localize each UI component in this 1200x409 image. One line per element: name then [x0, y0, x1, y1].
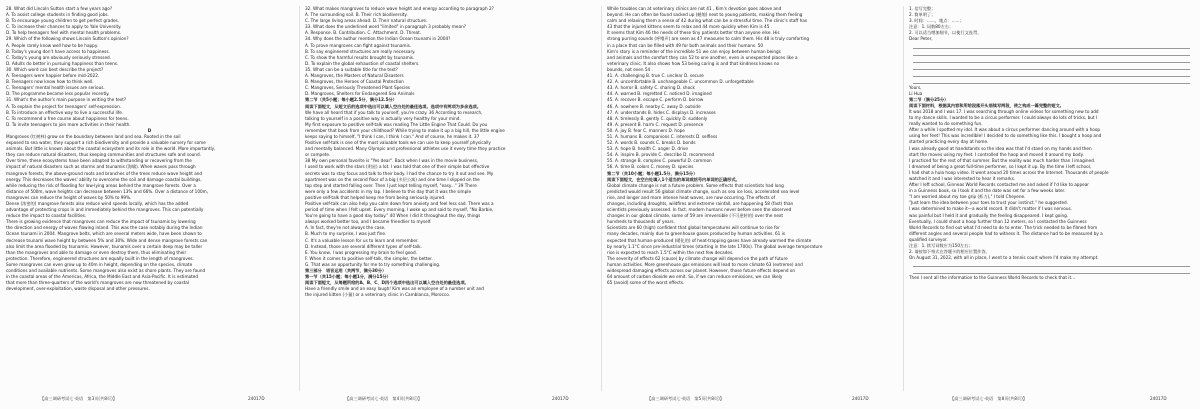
text-line: D: [147, 127, 152, 133]
text-line: rise, and longer and more intense heat waves, are now occurring. The effects of: [607, 194, 776, 200]
text-line: Positive self-talk can also help you calm down from anxiety and feel less sad. There was a: [305, 201, 494, 206]
text-line: The severity of effects 62 (cause) by climate change will depend on the path of future: [607, 255, 788, 261]
text-line: qualified surveyor.: [909, 236, 948, 242]
text-line: D. To explain the global exhaustion of coastal shelters.: [305, 60, 420, 66]
text-line: 注意：1. 词数80左右；: [909, 24, 954, 30]
page-3-column: [6, 6, 293, 391]
text-line: 38 My own personal favorite is "Yes dear". Back when I was in the movie business,: [305, 158, 479, 164]
text-line: A. Response. B. Contribution. C. Attachment. D. Threat.: [305, 30, 422, 36]
text-line: 阅读下面短文，从每题所给的A、B、C、D四个选项中选出可以填入空白处的最佳选项。: [305, 280, 469, 286]
text-line: 第二节（共5小题；每小题2.5分，满分12.5分）: [305, 97, 397, 103]
text-line: World Records to find out what I'd need to do to enter. The trick needed to be filmed from: [909, 224, 1098, 230]
text-line: I practiced for the rest of that summer. But the reality was much harder than I imagined.: [909, 157, 1096, 163]
text-line: Positive self-talk is one of the most valuable tools we can use to keep yourself physically: [305, 140, 491, 146]
text-line: development, over-exploitation, waste disposal and other pressures.: [6, 286, 150, 292]
page-footer: 【高三调研考试七·英语 第3页(共8页)】: [40, 396, 117, 401]
text-line: energy. This decreases the waves' ability to overcome the soil and damage coastal buildings,: [6, 176, 202, 182]
text-line: widespread damaging effects across our planet. However, those future effects depend on: [607, 268, 796, 274]
text-line: 阅读下面短文，从短文后的选项中选出可以填入空白处的最佳选项。选项中有两项为多余选项。: [305, 103, 481, 109]
text-line: expected that human-produced (暖化的) of heat-trapping gases have already warmed the climate: [607, 237, 812, 243]
answer-line: [913, 50, 1190, 56]
text-line: D. To help teenagers feel with mental health problems.: [6, 30, 122, 36]
answer-line: [913, 71, 1190, 77]
text-line: 35. What can be a suitable title for the text?: [305, 66, 398, 72]
text-line: to my dance skills. I wanted to be a circus performer. I could always do lots of tricks, but I: [909, 115, 1098, 121]
text-line: human activities. More greenhouse gas emissions will lead to more climate 63 (extreme) and: [607, 261, 803, 267]
text-line: C. It's a valuable lesson for us to learn and remember.: [305, 237, 419, 243]
column-divider: [903, 6, 904, 391]
text-line: I was already good at handstands so the idea was that I'd stand on my hands and then: [909, 145, 1092, 151]
text-line: D. Adults do better in pursuing happiness than teens.: [6, 60, 119, 66]
text-line: 56. A. time B. colors C. money D. species: [607, 164, 694, 170]
text-line: Have a friendly smile and an easy laugh! Kim was an employee of a number unit and: [305, 286, 484, 292]
text-line: 46. A. nowhere B. nearby C. away D. outside: [607, 103, 701, 109]
text-line: C. The large living areas ahead. D. Their natural structure.: [305, 18, 428, 24]
text-line: impact of natural disasters such as storms and tsunamis (海啸). When waves pass through: [6, 164, 196, 170]
text-line: C. Mangroves, Seriously Threatened Plant Species: [305, 85, 411, 91]
text-line: G. That was an opportunity for me to try something challenging.: [305, 261, 441, 267]
text-line: 32. What makes mangroves to reduce wave height and energy according to paragraph 2?: [305, 6, 494, 11]
text-line: I had shot a hula hoop video. It went around 20 times across the Internet. Thousands of people: [909, 169, 1109, 175]
text-line: C. To increase their chances to apply to Yale University.: [6, 24, 122, 30]
text-line: 31. What's the author's main purpose in writing the text?: [6, 97, 127, 103]
text-line: always worked better too, and I became friendlier to myself.: [305, 219, 432, 225]
text-line: beyond. He can often be found sacked up (蜷缩) next to young patients, making them feeling: [607, 12, 803, 18]
text-line: 52. A. words B. sounds C. breaks D. bonds: [607, 140, 696, 146]
text-line: E. You know, I was progressing my brain to feel good.: [305, 249, 417, 255]
text-line: A. To assist college students in finding good jobs.: [6, 12, 109, 18]
text-line: 47. A. understands B. hides C. displays D. increases: [607, 109, 716, 115]
text-line: Dear Peter,: [909, 36, 933, 42]
text-line: F. When it comes to positive self-talk, the simpler, the better.: [305, 255, 433, 261]
text-line: 65 (avoid) some of the worst effects.: [607, 280, 685, 286]
column-divider: [299, 6, 300, 391]
text-line: mangroves can reduce the height of waves by 50% to 99%.: [6, 194, 132, 200]
text-line: Global climate change is not a future problem. Some effects that scientists had long: [607, 182, 784, 188]
text-line: watched it and I was interested to hear it remarks.: [909, 175, 1016, 181]
text-line: A. Mangroves, the Masters of Natural Disasters: [305, 73, 404, 79]
text-line: 33. What does the underlined word "limited" in paragraph 3 probably mean?: [305, 24, 466, 30]
answer-line: [913, 57, 1190, 63]
text-line: 2. 可以适当增加细节，以使行文连贯。: [909, 30, 982, 36]
text-line: B. To encourage young children to get perfect grades.: [6, 18, 120, 24]
text-line: C. To show the harmful results brought by tsunamis.: [305, 54, 415, 60]
text-line: 1. 信写完整；: [909, 6, 936, 11]
text-line: exposed to sea water, they support a rich biodiversity and provide a valuable nursery for some: [6, 140, 206, 146]
text-line: Eventually, I could shoot a hoop further than 12 meters, so I contacted the Guinness: [909, 218, 1087, 224]
text-line: changes in our global climate, some of 59 are irreversible (不可逆转的) over the next: [607, 213, 784, 219]
text-line: It was 2018 and I was 17. I was searching through online videos for something new to add: [909, 108, 1099, 114]
text-line: was painful but I held it and gradually the feeling disappeared. I kept going.: [909, 212, 1069, 218]
text-line: Dense (浓密的) mangrove forests also reduce wind speeds locally, which has the added: [6, 201, 189, 206]
text-line: "Just learn the idea between your toes to trust your instinct." he suggested.: [909, 200, 1069, 206]
text-line: positive self-talk that helped keep me from being seriously injured.: [305, 194, 446, 200]
text-line: A. The surrounding soil. B. Their rich biodiversity.: [305, 12, 408, 18]
text-line: 第一节（共15小题；每小题1分，满分15分）: [305, 274, 391, 280]
text-line: advantage of protecting crops in and immediately behind the mangroves. This can potentially: [6, 207, 204, 213]
page-8-column: [909, 6, 1194, 391]
text-line: After I left school, Ginneas World Records contacted me and asked if I'd like to appear: [909, 182, 1089, 188]
page-5-column: [607, 6, 897, 391]
text-line: 50. A. joy B. fear C. manners D. hope: [607, 127, 685, 133]
text-line: B. To introduce an effective way to live a successful life.: [6, 109, 124, 115]
text-line: were only a few accidents in my lap. I believe to this day that it was the simple: [305, 188, 472, 194]
text-line: the injured kitten (小猫) or a veterinary clinic in Camblanca, Morocco.: [305, 292, 451, 298]
text-line: hundreds to thousands of years.: [607, 219, 675, 225]
text-line: also limit the area flooded by tsunamis. However, tsunamis over a certain deep may be taller: [6, 243, 203, 249]
text-line: apartment was on the second floor of a big (多层公寓) and one time I slipped on the: [305, 176, 480, 182]
page-4-column: [305, 6, 595, 391]
text-line: secrets was to stay focus and talk to their body. I had the chance to try it out and see. My: [305, 170, 494, 176]
text-line: than the mangroves and able to damage or even destroy them, thus eliminating their: [6, 249, 187, 255]
text-line: I was determined to make it—a world record. It didn't matter if I was nervous.: [909, 206, 1073, 212]
text-line: 43. A. horror B. safety C. sharing D. shock: [607, 85, 695, 91]
text-line: 2. 简单明了；: [909, 12, 936, 18]
answer-line: [913, 268, 1190, 274]
text-line: It seems that Kim 46 the needs of these tiny patients better than anyone else. His: [607, 30, 780, 36]
answer-line: [913, 78, 1190, 84]
text-line: distance of 500m, wave heights can decrease between 13% and 66%. Over a distance of 100m,: [6, 188, 209, 194]
text-line: My first exposure to positive self-talk was reading The Little Engine That Could. Do you: [305, 121, 488, 127]
text-line: B. Teenagers now know how to think well.: [6, 79, 94, 85]
text-line: 2. 请按如下格式在答题卡的相应位置作答。: [909, 249, 990, 255]
text-line: mangrove forests, the above-ground roots and branches of the trees reduce wave height and: [6, 170, 203, 176]
page-code: 24017D: [1150, 396, 1167, 401]
text-line: D. Mangroves, Shelters for Endangered Sea Animals: [305, 91, 415, 97]
text-line: 30. Which word can best describe the project?: [6, 66, 104, 72]
text-line: Yours,: [909, 84, 922, 90]
page-code: 24017D: [248, 396, 265, 401]
column-divider: [601, 6, 602, 391]
text-line: 第二节（满分25分）: [909, 96, 949, 102]
text-line: 54. A. inspire B. provide C. describe D. recommend: [607, 152, 715, 158]
text-line: many decades, mainly due to greenhouse gases produced by human activities. 61 is: [607, 231, 786, 237]
text-line: by nearly 1.1°C since pre-industrial times (starting in the late 1700s). The global average temperature: [607, 243, 823, 249]
text-line: 阅读下面材料，根据其内容和所给段落开头语续写两段，使之构成一篇完整的短文。: [909, 102, 1064, 108]
text-line: predicted would result 56 global climate change, such as sea ice loss, accelerated sea level: [607, 188, 800, 194]
text-line: strong purring sounds (呼噜声) are seen as 47 measures to calm them. His 48 is truly comforting: [607, 36, 810, 42]
text-line: 49. A. present B. harm C. request D. presence: [607, 121, 704, 127]
page-footer: 【高三调研考试七·英语 第4页(共8页)】: [345, 396, 422, 401]
text-line: D. To invite teenagers to join more activities in their health.: [6, 121, 131, 127]
text-line: "I am worried about my toe grip (抓力)," I told Cheyene.: [909, 194, 1026, 200]
text-line: A. People rarely know well how to be happy.: [6, 42, 99, 48]
text-line: 43 that the injured kittens seem to relax and 44 more quickly when Kim is 45 .: [607, 24, 773, 30]
text-line: 第二节（共10小题；每小题1.5分，满分15分）: [607, 170, 698, 176]
answer-line: [913, 43, 1190, 49]
text-line: conditions and available nutrients. Some mangroves also exist as shore plants. They are found: [6, 268, 206, 274]
answer-line: [913, 261, 1190, 267]
text-line: start the moves using my feet. I controlled the hoop and moved it around my body.: [909, 151, 1084, 157]
text-line: While troubles can at veterinary clinics are not 41 , Kim's devotion goes above and: [607, 6, 782, 11]
text-line: scientists previously assessed. In fact, modern humans never before seen the observed: [607, 207, 792, 213]
text-line: bounds, not even 54 .: [607, 66, 653, 72]
text-line: calm and relaxing them a sense of 42 during what can be a stressful time. The clinic's staff has: [607, 18, 808, 24]
text-line: C. To recommend a free course about happiness for teens.: [6, 115, 129, 121]
text-line: decrease tsunami wave height by between 5% and 30%. Wide and dense mangrove forests can: [6, 237, 208, 243]
text-line: B. Today's young don't have access to happiness.: [6, 48, 110, 54]
text-line: different angles and several people had to witness it. The distance had to be measured by a: [909, 230, 1103, 236]
text-line: D. Instead, those are several different types of self-talk.: [305, 243, 422, 249]
text-line: 48. A. tirelessly B. gently C. quickly D. suddenly: [607, 115, 708, 121]
text-line: 55. A. strange B. complex C. powerful D. common: [607, 158, 712, 164]
text-line: On August 31, 2022, with all in place, I went to a tennis court where I'd make my attempt.: [909, 255, 1099, 261]
text-line: There is growing evidence that mangroves can reduce the impact of tsunamis by lowering: [6, 219, 196, 225]
text-line: animals. But little is known about the coastal ecosystem and its role in the world. More importantly,: [6, 146, 216, 152]
text-line: Over time, these ecosystems have been adapted to withstanding or recovering from the: [6, 158, 192, 164]
text-line: top step and started falling over. Then I just kept telling myself, "easy..." 39 There: [305, 182, 477, 188]
text-line: You're going to have a good day today." 40 When I did it throughout the day, things: [305, 213, 481, 219]
text-line: reduce the impact to coastal facilities.: [6, 213, 87, 219]
text-line: C. Today's young are obviously seriously stressed.: [6, 54, 112, 60]
text-line: in a place that can be filled with 49 for both animals and their humans. 50: [607, 42, 764, 48]
text-line: 3. 时间：......，地点：......；: [909, 18, 964, 24]
text-line: talking to yourself in a positive way is actually very healthy for your mind.: [305, 115, 461, 121]
text-line: Some mangroves can even grow up to 40m in height, depending on the species, climate: [6, 261, 193, 267]
text-line: rise is expected to reach 1.5°C within the next few decades.: [607, 249, 734, 255]
page-footer: 【高三调研考试七·英语 第5页(共8页)】: [647, 396, 724, 401]
text-line: A. To prove mangroves can fight against tsunamis.: [305, 42, 412, 48]
text-line: Then I sent all the information to the Guinness World Records to check that it...: [909, 275, 1076, 281]
text-line: We have all heard that if you talk to yourself, you're crazy. 36 According to research,: [305, 109, 483, 115]
text-line: 51. A. humans B. companions C. interests D. selfless: [607, 133, 718, 139]
text-line: keeps saying to himself, "I think I can, I think I can." And of course, he makes it. 37: [305, 133, 480, 139]
answer-line: [913, 64, 1190, 70]
text-line: 34. Why does the author mention the Indian Ocean tsunami in 2004?: [305, 36, 451, 42]
text-line: started practicing every day at home.: [909, 139, 989, 145]
text-line: and mentally balanced. Many Olympic and professional athletes use it every time they practice: [305, 146, 506, 152]
page-code: 24017D: [552, 396, 569, 401]
text-line: in a Guinness book, so I took it and the date was set for a few weeks later.: [909, 188, 1066, 194]
text-line: Ocean tsunami in 2004. Mangrove belts, which are several meters wide, have been shown to: [6, 231, 202, 237]
text-line: in the coastal areas of the Americas, Africa, the Middle East and Asia-Pacific. It is estimated: [6, 274, 198, 280]
text-line: D. The programme became less popular recently.: [6, 91, 110, 97]
text-line: 注意：1. 续写词数应为150左右；: [909, 243, 973, 248]
page-footer: 【高三调研考试七·英语 第8页(共8页)】: [950, 396, 1027, 401]
text-line: 29. Which of the following shows Lincoln Sutton's opinion?: [6, 36, 129, 42]
text-line: while reducing the risk of flooding for low-lying areas behind the mangrove forests. Over a: [6, 182, 196, 188]
text-line: I used to work with the stars (明星) a lot. I was told that one of their simple but effective: [305, 164, 490, 170]
text-line: A. In fact, they're not always the case.: [305, 225, 386, 231]
text-line: 41. A. challenging B. true C. unclear D. secure: [607, 73, 704, 79]
text-line: B. To say engineered structures are really necessary.: [305, 48, 416, 54]
text-line: and animals and the comfort they can 52 to one another, even in unexpected places like a: [607, 54, 798, 60]
text-line: A. To explain the project for teenagers' self-expression.: [6, 103, 122, 109]
page-code: 24017D: [852, 396, 869, 401]
text-line: 阅读下面短文，在空白处填入1个适当的单词或括号内单词的正确形式。: [607, 176, 740, 182]
text-line: Mangroves (红树林) grow on the boundary between land and sea. Rooted in the soil: [6, 133, 181, 139]
text-line: period of time when I felt upset. Every morning, I woke up and said to myself, "No Barbie,: [305, 207, 494, 213]
text-line: B. Much to my surprise, I was just fine.: [305, 231, 387, 237]
text-line: 第三部分 语言运用（共两节，满分30分）: [305, 268, 387, 274]
text-line: using her feet! This was incredible! I decided to do something like this. I bought a hoop and: [909, 133, 1102, 139]
text-line: veterinary clinic. It also shows how 53 being caring is and that kindness knows no: [607, 60, 780, 66]
text-line: 44. A. warned B. regretted C. noticed D. imagined: [607, 91, 712, 97]
text-line: changes, including droughts, wildfires and extreme rainfall, are happening 58 (fast) than: [607, 201, 794, 206]
text-line: 53. A. hope B. health C. anger D. drive: [607, 146, 688, 152]
text-line: C. Teenagers' mental health issues are serious.: [6, 85, 105, 91]
text-line: Kim's story is a reminder of the incredible 51 we can enjoy between human beings: [607, 48, 781, 54]
text-line: Li Hua: [909, 90, 923, 96]
text-line: 42. A. uncomfortable B. unchangeable C. uncommon D. unforgettable: [607, 79, 754, 85]
text-line: really wanted to do something fun.: [909, 121, 983, 127]
text-line: A. Teenagers were happier before mid-2022.: [6, 73, 100, 79]
text-line: 64 amount of carbon dioxide we emit. So, if we can reduce emissions, we can likely: [607, 274, 783, 280]
text-line: they can reduce natural disasters, thus keeping communities and structures safe and sound.: [6, 152, 201, 158]
text-line: remember that book from your childhood? While trying to make it up a big hill, the little engine: [305, 127, 505, 133]
text-line: the direction and energy of waves flowing inland. This was the case notably during the Indian: [6, 225, 203, 231]
text-line: B. Mangroves, the Heroes of Coastal Protection: [305, 79, 404, 85]
text-line: 45. A. recover B. escape C. perform D. borrow: [607, 97, 704, 103]
text-line: 28. What did Lincoln Sutton start a few years ago?: [6, 6, 113, 11]
text-line: Scientists are 60 (high) confident that global temperatures will continue to rise for: [607, 225, 780, 231]
text-line: I dreamed of being a great full-time performer, so I kept it up. By the time I left school,: [909, 163, 1092, 169]
text-line: or compete.: [305, 152, 331, 158]
text-line: protection. Therefore, engineered structures are equally built in the length of mangroves.: [6, 255, 194, 261]
text-line: After a while I spotted my idol. It was about a circus performer dancing around with a hoop: [909, 127, 1101, 133]
text-line: that more than three-quarters of the world's mangroves are now threatened by coastal: [6, 280, 190, 286]
